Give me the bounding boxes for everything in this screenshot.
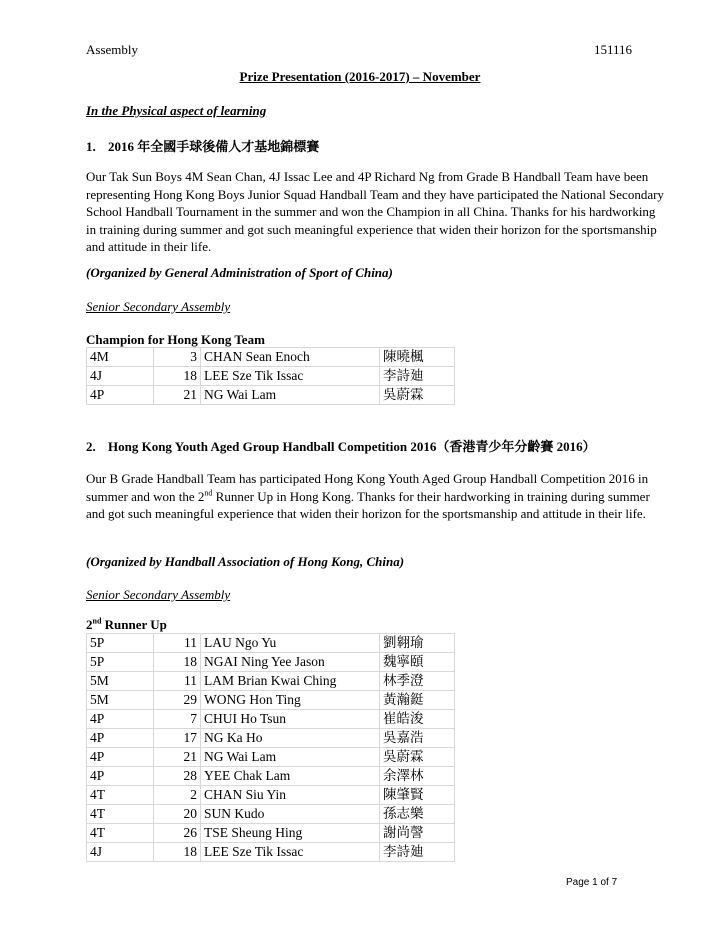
table-row <box>87 691 455 710</box>
student-class: 4T <box>87 786 154 805</box>
student-chinese-name: 魏寧頤 <box>380 653 455 672</box>
student-chinese-name: 李詩廸 <box>380 367 455 386</box>
student-english-name: NGAI Ning Yee Jason <box>201 653 380 672</box>
student-chinese-name: 陳曉楓 <box>380 348 455 367</box>
table-row <box>87 348 455 367</box>
section-2-organizer: (Organized by Handball Association of Hong Kong, China) <box>86 554 405 569</box>
section-1-paragraph: Our Tak Sun Boys 4M Sean Chan, 4J Issac Lee and 4P Richard Ng from Grade B Handball Team have been representing Hong Kong Boys Junior Squad Handball Team and they have participated the National Secondary School Handball Tournament in the summer and won the Champion in all China. Thanks for his hardworking in training during summer and got such meaningful experience that widen their horizon for the sportsmanship and attitude in their life. <box>86 169 664 254</box>
section-2-list-title-sup: nd <box>92 616 102 626</box>
section-1-title: 2016 年全國手球後備人才基地錦標賽 <box>108 139 320 154</box>
student-class: 4T <box>87 805 154 824</box>
student-chinese-name: 吳蔚霖 <box>380 386 455 405</box>
student-number: 11 <box>154 634 201 653</box>
table-row <box>87 748 455 767</box>
student-chinese-name: 李詩廸 <box>380 843 455 862</box>
student-chinese-name: 黃瀚鋌 <box>380 691 455 710</box>
student-english-name: LAU Ngo Yu <box>201 634 380 653</box>
runner-up-table <box>86 633 455 862</box>
student-english-name: NG Wai Lam <box>201 748 380 767</box>
section-2-list-title <box>86 617 167 633</box>
student-number: 29 <box>154 691 201 710</box>
table-row <box>87 786 455 805</box>
student-chinese-name: 劉翱瑜 <box>380 634 455 653</box>
student-chinese-name: 孫志樂 <box>380 805 455 824</box>
table-row <box>87 367 455 386</box>
student-english-name: CHAN Siu Yin <box>201 786 380 805</box>
section-2-paragraph-part-b: Runner Up in Hong Kong. Thanks for their hardworking in training during summer and got such meaningful experience that widen their horizon for the sportsmanship and attitude in their life. <box>86 488 650 521</box>
table-row <box>87 386 455 405</box>
student-class: 4M <box>87 348 154 367</box>
student-class: 4T <box>87 824 154 843</box>
section-2-paragraph-part-a: Our B Grade Handball Team has participated Hong Kong Youth Aged Group Handball Competition 2016 in summer and won the 2 <box>86 471 649 504</box>
page-title: Prize Presentation (2016-2017) – November <box>239 69 481 84</box>
student-number: 17 <box>154 729 201 748</box>
student-class: 5M <box>87 672 154 691</box>
header-date-code: 151116 <box>594 42 633 57</box>
student-chinese-name: 謝尚謦 <box>380 824 455 843</box>
section-2-heading <box>86 436 596 455</box>
student-class: 4P <box>87 748 154 767</box>
section-2-list-title-number: 2 <box>86 617 93 632</box>
student-english-name: CHUI Ho Tsun <box>201 710 380 729</box>
section-2-title: Hong Kong Youth Aged Group Handball Competition 2016（香港青少年分齡賽 2016） <box>108 439 596 454</box>
student-chinese-name: 吳嘉浩 <box>380 729 455 748</box>
student-english-name: LAM Brian Kwai Ching <box>201 672 380 691</box>
student-english-name: CHAN Sean Enoch <box>201 348 380 367</box>
student-class: 4P <box>87 386 154 405</box>
runner-up-table-body <box>87 634 455 862</box>
student-number: 11 <box>154 672 201 691</box>
table-row <box>87 634 455 653</box>
champion-table <box>86 347 455 405</box>
table-row <box>87 805 455 824</box>
champion-table-body <box>87 348 455 405</box>
student-english-name: TSE Sheung Hing <box>201 824 380 843</box>
student-english-name: YEE Chak Lam <box>201 767 380 786</box>
student-class: 4J <box>87 367 154 386</box>
section-1-list-title: Champion for Hong Kong Team <box>86 332 265 347</box>
student-class: 4P <box>87 710 154 729</box>
student-number: 18 <box>154 367 201 386</box>
student-class: 4P <box>87 729 154 748</box>
student-english-name: NG Wai Lam <box>201 386 380 405</box>
student-english-name: WONG Hon Ting <box>201 691 380 710</box>
student-number: 28 <box>154 767 201 786</box>
student-number: 20 <box>154 805 201 824</box>
student-number: 21 <box>154 386 201 405</box>
student-english-name: NG Ka Ho <box>201 729 380 748</box>
section-2-paragraph-sup: nd <box>204 488 213 498</box>
section-1-organizer: (Organized by General Administration of Sport of China) <box>86 265 393 280</box>
student-number: 21 <box>154 748 201 767</box>
student-number: 26 <box>154 824 201 843</box>
section-2-assembly: Senior Secondary Assembly <box>86 587 231 602</box>
student-chinese-name: 吳蔚霖 <box>380 748 455 767</box>
student-english-name: LEE Sze Tik Issac <box>201 367 380 386</box>
student-english-name: SUN Kudo <box>201 805 380 824</box>
student-number: 7 <box>154 710 201 729</box>
student-class: 4J <box>87 843 154 862</box>
student-class: 5P <box>87 653 154 672</box>
section-2-number: 2. <box>86 439 96 454</box>
aspect-heading: In the Physical aspect of learning <box>86 103 267 118</box>
table-row <box>87 653 455 672</box>
section-1-heading <box>86 136 319 155</box>
student-class: 5M <box>87 691 154 710</box>
table-row <box>87 824 455 843</box>
page-footer: Page 1 of 7 <box>566 877 618 888</box>
student-class: 4P <box>87 767 154 786</box>
student-english-name: LEE Sze Tik Issac <box>201 843 380 862</box>
student-chinese-name: 崔皓浚 <box>380 710 455 729</box>
student-chinese-name: 林季澄 <box>380 672 455 691</box>
student-class: 5P <box>87 634 154 653</box>
section-2-paragraph <box>86 470 666 523</box>
table-row <box>87 710 455 729</box>
student-number: 3 <box>154 348 201 367</box>
table-row <box>87 843 455 862</box>
section-1-assembly: Senior Secondary Assembly <box>86 299 231 314</box>
section-2-list-title-rest: Runner Up <box>101 617 167 632</box>
table-row <box>87 729 455 748</box>
section-1-number: 1. <box>86 139 96 154</box>
header-assembly: Assembly <box>86 42 138 57</box>
student-chinese-name: 余澤林 <box>380 767 455 786</box>
student-number: 18 <box>154 843 201 862</box>
student-number: 2 <box>154 786 201 805</box>
student-number: 18 <box>154 653 201 672</box>
table-row <box>87 767 455 786</box>
student-chinese-name: 陳肇賢 <box>380 786 455 805</box>
table-row <box>87 672 455 691</box>
